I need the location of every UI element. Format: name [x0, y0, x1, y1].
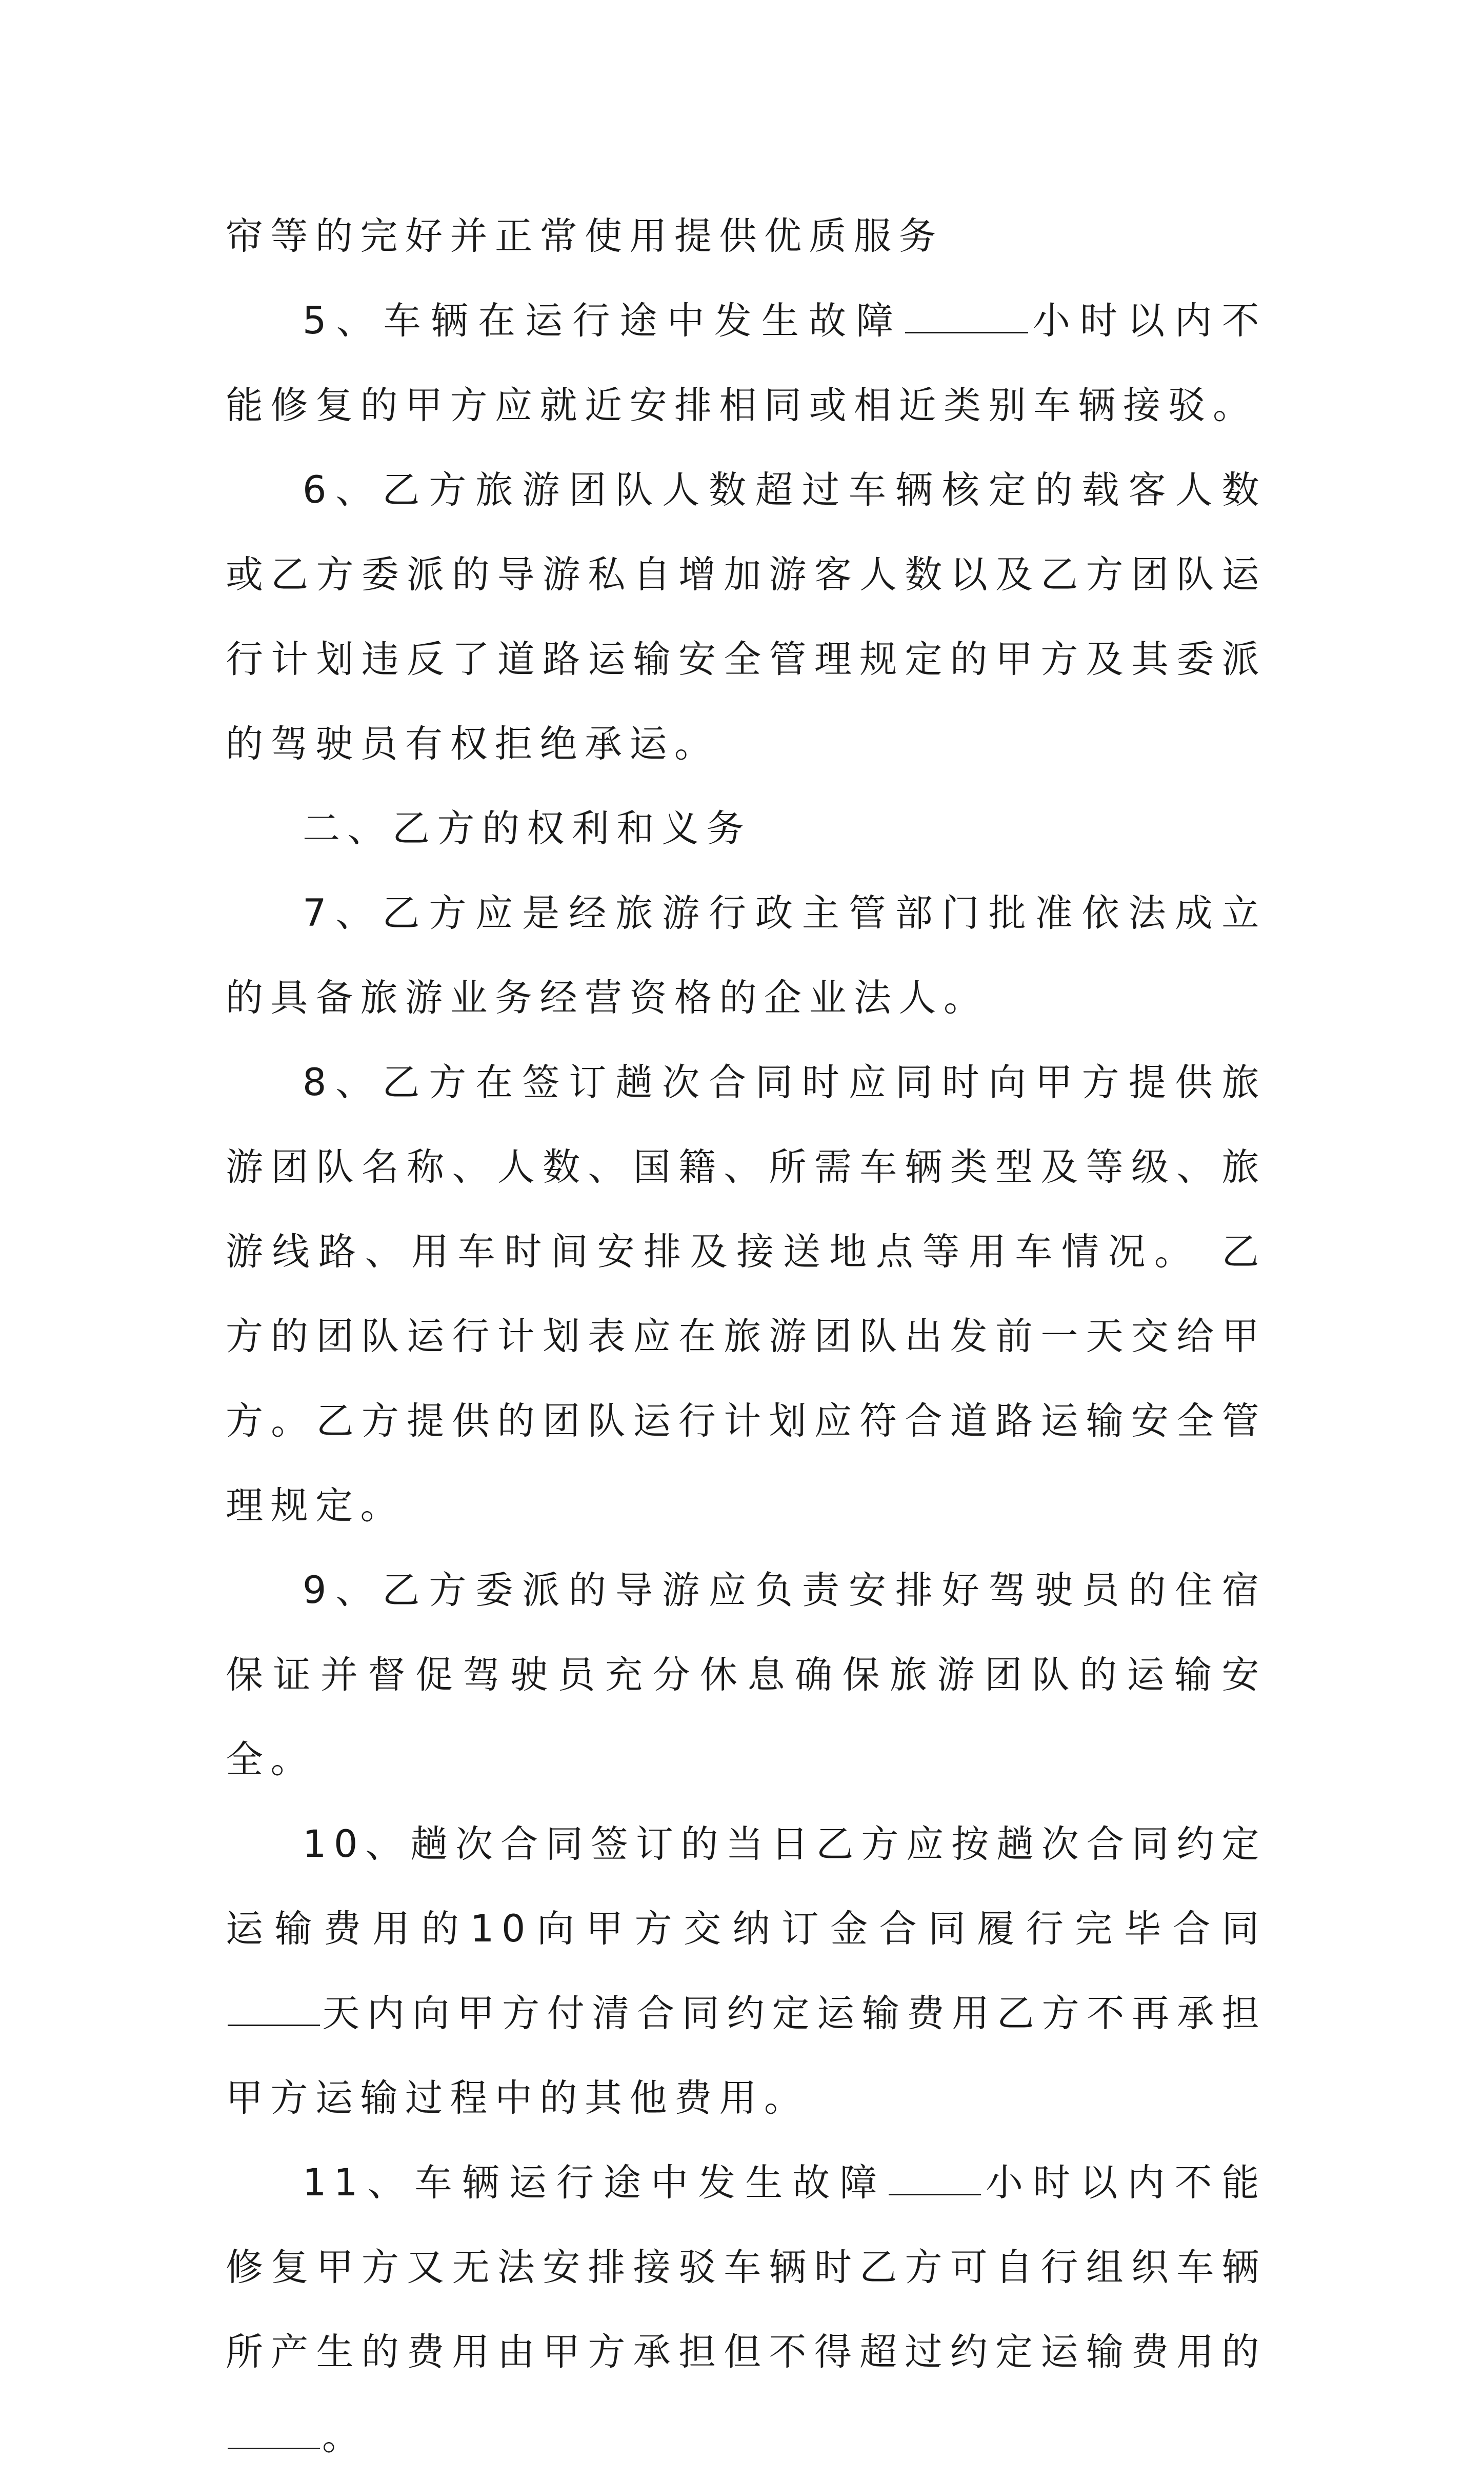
fill-in-blank — [228, 1994, 320, 2026]
paragraph-p-continuation — [226, 194, 1267, 279]
paragraph-text: 小时以内不能修复甲方又无法安排接驳车辆时乙方可自行组织车辆所产生的费用由甲方承担但不得超过约定运输费用的 — [226, 2161, 1267, 2374]
paragraph-p5 — [226, 279, 1267, 448]
paragraph-text: 5、车辆在运行途中发生故障 — [303, 299, 904, 343]
paragraph-text: 小时以内不能修复的甲方应就近安排相同或相近类别车辆接驳。 — [226, 299, 1267, 427]
paragraph-p10 — [226, 1802, 1267, 2140]
paragraph-text: 10、趟次合同签订的当日乙方应按趟次合同约定运输费用的10向甲方交纳订金合同履行完毕合同 — [226, 1822, 1267, 1951]
document-body — [226, 194, 1267, 2479]
paragraph-p7 — [226, 871, 1267, 1040]
paragraph-p8 — [226, 1040, 1267, 1548]
paragraph-section-2 — [226, 786, 1267, 871]
paragraph-text: 天内向甲方付清合同约定运输费用乙方不再承担甲方运输过程中的其他费用。 — [226, 1992, 1267, 2120]
paragraph-text: 11、车辆运行途中发生故障 — [303, 2161, 887, 2205]
paragraph-p6 — [226, 448, 1267, 786]
paragraph-text: 二、乙方的权利和义务 — [303, 807, 751, 850]
fill-in-blank — [905, 301, 1028, 333]
paragraph-text: 7、乙方应是经旅游行政主管部门批准依法成立的具备旅游业务经营资格的企业法人。 — [226, 891, 1267, 1020]
fill-in-blank — [889, 2163, 981, 2195]
paragraph-text: 6、乙方旅游团队人数超过车辆核定的载客人数或乙方委派的导游私自增加游客人数以及乙方团队运行计划违反了道路运输安全管理规定的甲方及其委派的驾驶员有权拒绝承运。 — [226, 468, 1267, 766]
paragraph-text: 。 — [322, 2415, 367, 2458]
paragraph-text: 8、乙方在签订趟次合同时应同时向甲方提供旅游团队名称、人数、国籍、所需车辆类型及等级、旅游线路、用车时间安排及接送地点等用车情况。 乙方的团队运行计划表应在旅游团队出发前一天交给甲方。乙方提供的团队运行计划应符合道路运输安全管理规定。 — [226, 1061, 1267, 1528]
paragraph-p9 — [226, 1548, 1267, 1802]
paragraph-text: 帘等的完好并正常使用提供优质服务 — [226, 214, 944, 258]
paragraph-text: 9、乙方委派的导游应负责安排好驾驶员的住宿保证并督促驾驶员充分休息确保旅游团队的运输安全。 — [226, 1569, 1267, 1781]
fill-in-blank — [228, 2417, 320, 2449]
paragraph-p11 — [226, 2140, 1267, 2479]
